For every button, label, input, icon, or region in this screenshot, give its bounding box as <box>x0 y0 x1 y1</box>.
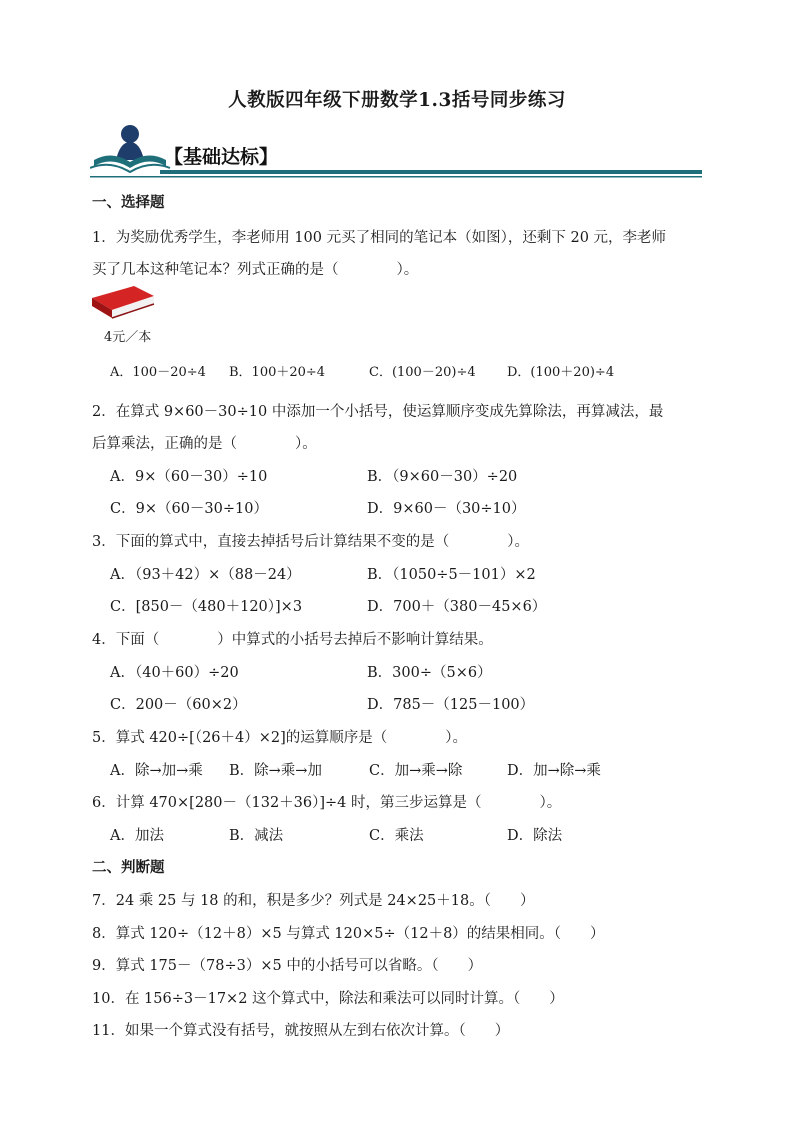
q2-option-b[interactable]: B．（9×60－30）÷20 <box>367 469 518 485</box>
q1-option-b[interactable]: B．100＋20÷4 <box>229 365 326 380</box>
q6-option-a[interactable]: A．加法 <box>110 828 164 844</box>
q5-option-b[interactable]: B．除→乘→加 <box>229 763 322 779</box>
q3-option-a[interactable]: A．（93＋42）×（88－24） <box>110 567 301 583</box>
section-heading-judge: 二、判断题 <box>92 859 165 876</box>
question-9: 9．算式 175－（78÷3）×5 中的小括号可以省略。（ ） <box>92 958 483 974</box>
q5-option-a[interactable]: A．除→加→乘 <box>110 763 203 779</box>
q1-option-a[interactable]: A．100－20÷4 <box>110 365 206 380</box>
question-3-line-1: 3．下面的算式中，直接去掉括号后计算结果不变的是（ ）。 <box>92 534 529 550</box>
q6-option-d[interactable]: D．除法 <box>507 828 563 844</box>
q3-option-d[interactable]: D．700＋（380－45×6） <box>367 599 547 615</box>
q4-option-d[interactable]: D．785－（125－100） <box>367 697 535 713</box>
reader-book-icon <box>90 125 170 172</box>
q3-option-b[interactable]: B．（1050÷5－101）×2 <box>367 567 536 583</box>
question-1-line-2: 买了几本这种笔记本？列式正确的是（ ）。 <box>92 262 419 278</box>
page-title: 人教版四年级下册数学1.3括号同步练习 <box>228 90 566 111</box>
question-11: 11．如果一个算式没有括号，就按照从左到右依次计算。（ ） <box>92 1023 510 1039</box>
banner-rule-thick <box>160 170 702 174</box>
question-2-line-1: 2．在算式 9×60－30÷10 中添加一个小括号，使运算顺序变成先算除法，再算减法，最 <box>92 404 664 420</box>
q3-option-c[interactable]: C．[850－（480＋120）]×3 <box>110 599 303 615</box>
section-heading-choice: 一、选择题 <box>92 194 165 211</box>
question-6-line-1: 6．计算 470×[280－（132＋36）]÷4 时，第三步运算是（ ）。 <box>92 795 562 811</box>
q2-option-d[interactable]: D．9×60－（30÷10） <box>367 501 526 517</box>
question-4-line-1: 4．下面（ ）中算式的小括号去掉后不影响计算结果。 <box>92 632 493 648</box>
q2-option-a[interactable]: A．9×（60－30）÷10 <box>110 469 268 485</box>
q5-option-c[interactable]: C．加→乘→除 <box>369 763 463 779</box>
q5-option-d[interactable]: D．加→除→乘 <box>507 763 601 779</box>
q6-option-c[interactable]: C．乘法 <box>369 828 424 844</box>
q4-option-b[interactable]: B．300÷（5×6） <box>367 665 492 681</box>
q1-option-d[interactable]: D．(100＋20)÷4 <box>507 365 615 380</box>
question-1-line-1: 1．为奖励优秀学生，李老师用 100 元买了相同的笔记本（如图），还剩下 20 元，李老师 <box>92 230 667 246</box>
banner-label: 【基础达标】 <box>164 146 279 168</box>
q1-option-c[interactable]: C．(100－20)÷4 <box>369 365 476 380</box>
red-notebook-icon <box>90 284 156 320</box>
q4-option-a[interactable]: A．（40＋60）÷20 <box>110 665 239 681</box>
q4-option-c[interactable]: C．200－（60×2） <box>110 697 247 713</box>
q2-option-c[interactable]: C．9×（60－30÷10） <box>110 501 268 517</box>
banner-rule-thin <box>90 176 702 178</box>
q6-option-b[interactable]: B．减法 <box>229 828 284 844</box>
question-2-line-2: 后算乘法，正确的是（ ）。 <box>92 436 317 452</box>
question-5-line-1: 5．算式 420÷[（26＋4）×2]的运算顺序是（ ）。 <box>92 730 468 746</box>
notebook-price: 4元／本 <box>104 330 152 345</box>
question-10: 10．在 156÷3－17×2 这个算式中，除法和乘法可以同时计算。（ ） <box>92 991 564 1007</box>
question-8: 8．算式 120÷（12＋8）×5 与算式 120×5÷（12＋8）的结果相同。（ ） <box>92 926 605 942</box>
question-7: 7．24 乘 25 与 18 的和，积是多少？列式是 24×25＋18。（ ） <box>92 893 535 909</box>
